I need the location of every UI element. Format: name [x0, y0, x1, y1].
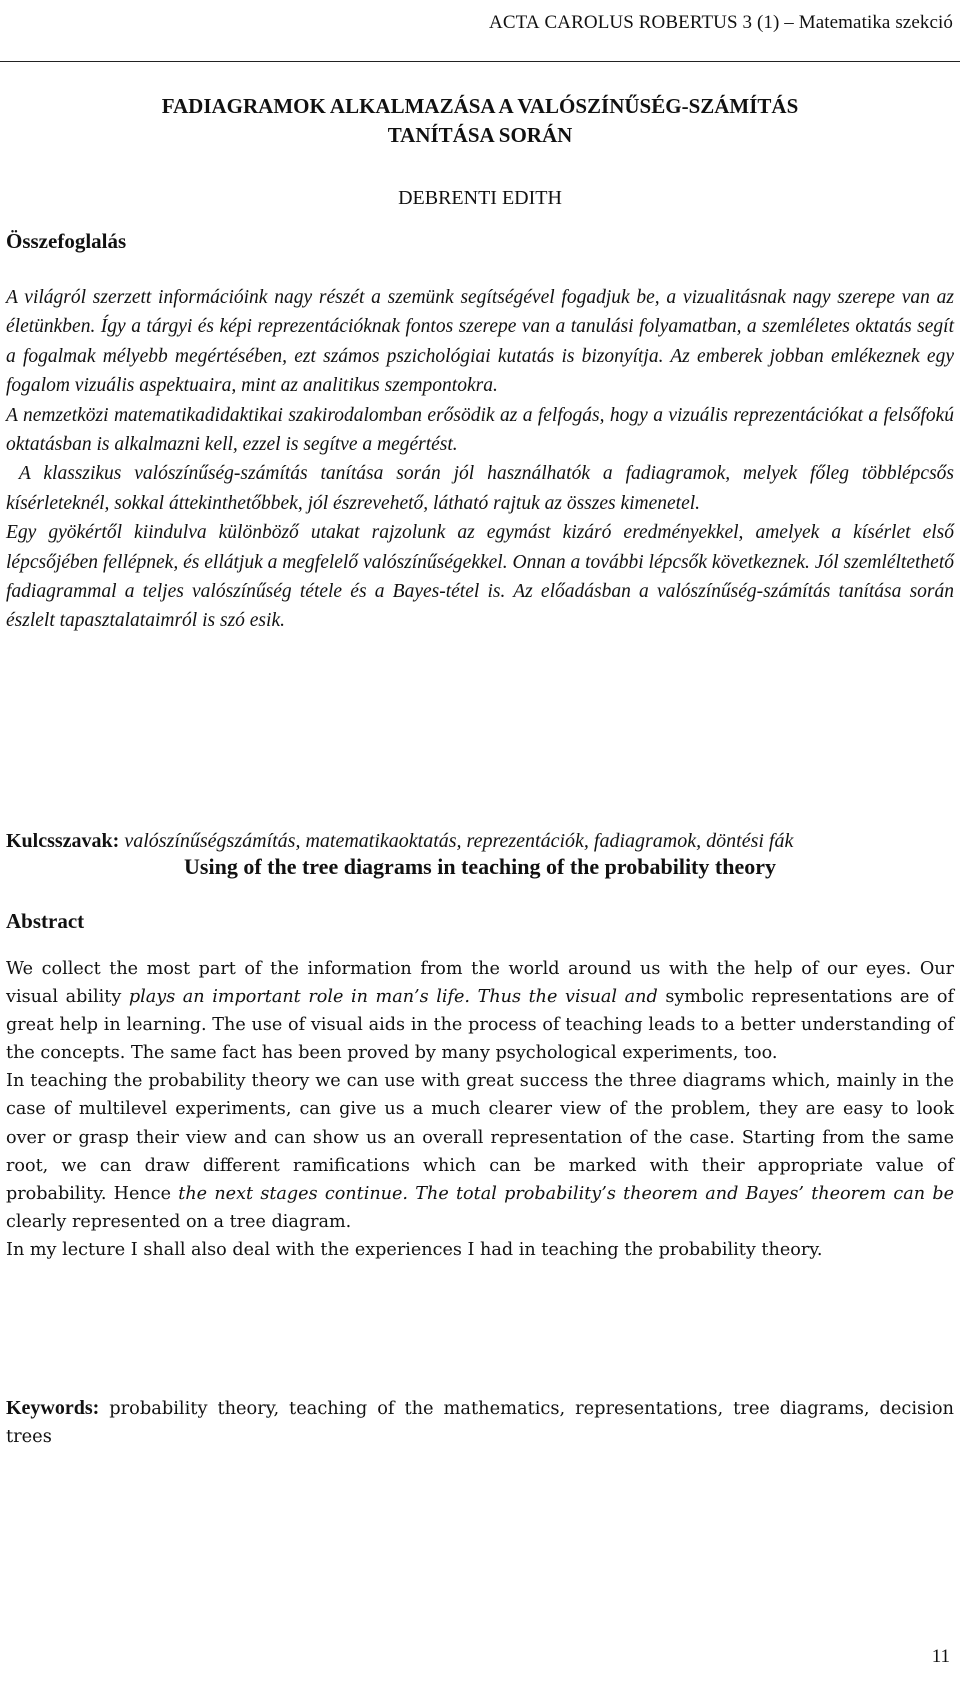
page-number: 11 [931, 1646, 950, 1667]
running-head: ACTA CAROLUS ROBERTUS 3 (1) – Matematika szekció [489, 12, 953, 33]
title-line-1: FADIAGRAMOK ALKALMAZÁSA A VALÓSZÍNŰSÉG-SZÁMÍTÁS [161, 94, 799, 118]
paper-title [0, 92, 960, 150]
en-abstract-heading: Abstract [6, 909, 85, 933]
hu-keywords [6, 826, 954, 856]
author: DEBRENTI EDITH [398, 187, 562, 209]
english-title: Using of the tree diagrams in teaching of the probability theory [184, 854, 776, 879]
en-paragraph: In my lecture I shall also deal with the experiences I had in teaching the probability theory. [6, 1239, 823, 1260]
en-abstract-body [6, 955, 954, 1264]
header-rule [0, 61, 960, 62]
hu-paragraph: Egy gyökértől kiindulva különböző utakat rajzolunk az egymást kizáró eredményekkel, amelyek a kísérlet első lépcsőjében fellépnek, és ellátjuk a megfelelő valószínűségekkel. Onnan a további lépcsők következnek. Jól szemléltethető fadiagrammal a teljes valószínűség tétele és a Bayes-tétel is. Az előadásban a valószínűség-számítás tanítása során észlelt tapasztalataimról is szó esik. [6, 522, 954, 632]
en-keywords [6, 1394, 954, 1451]
en-keywords-text: probability theory, teaching of the mathematics, representations, tree diagrams, decision trees [6, 1398, 954, 1447]
hu-abstract-heading: Összefoglalás [6, 229, 127, 253]
en-paragraph: In teaching the probability theory we can use with great success the three diagrams which, mainly in the case of multilevel experiments, can give us a much clearer view of the problem, they are easy to look over or grasp their view and can show us an overall representation of the case. Starting from the same root, we can draw different ramifications which can be marked with their appropriate value of probability. Hence the next stages continue. The total probability’s theorem and Bayes’ theorem can be clearly represented on a tree diagram. [6, 1071, 954, 1232]
en-paragraph: We collect the most part of the information from the world around us with the help of our eyes. Our visual ability plays an important role in man’s life. Thus the visual and symbolic representations are of great help in learning. The use of visual aids in the process of teaching leads to a better understanding of the concepts. The same fact has been proved by many psychological experiments, too. [6, 959, 955, 1064]
hu-paragraph: A világról szerzett információink nagy részét a szemünk segítségével fogadjuk be, a vizualitásnak nagy szerepe van az életünkben. Így a tárgyi és képi reprezentációknak fontos szerepe van a tanulási folyamatban, a szemléletes oktatás segít a fogalmak mélyebb megértésében, ezt számos pszichológiai kutatás is bizonyítja. Az emberek jobban emlékeznek egy fogalom vizuális aspektuaira, mint az analitikus szempontokra. [6, 287, 954, 397]
title-line-2: TANÍTÁSA SORÁN [387, 123, 573, 147]
hu-abstract-body [6, 283, 959, 636]
page-header [0, 0, 960, 64]
hu-paragraph: A nemzetközi matematikadidaktikai szakirodalomban erősödik az a felfogás, hogy a vizuális reprezentációkat a felsőfokú oktatásban is alkalmazni kell, ezzel is segítve a megértést. [6, 404, 954, 456]
en-keywords-label: Keywords: [6, 1397, 100, 1419]
hu-keywords-label: Kulcsszavak: [6, 830, 120, 852]
hu-paragraph: A klasszikus valószínűség-számítás tanítása során jól használhatók a fadiagramok, melyek főleg többlépcsős kísérleteknél, sokkal áttekinthetőbbek, jól észrevehető, látható rajtuk az összes kimenetel. [6, 463, 959, 514]
hu-keywords-text: valószínűségszámítás, matematikaoktatás, reprezentációk, fadiagramok, döntési fák [119, 830, 794, 852]
